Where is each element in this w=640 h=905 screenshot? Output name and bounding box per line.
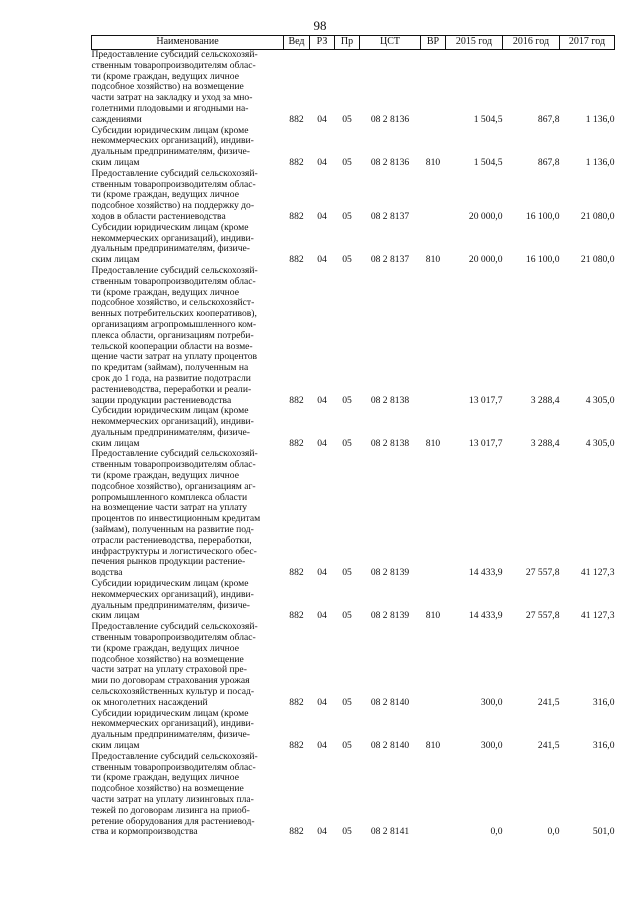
cell-vr <box>421 266 446 406</box>
name-line: ти (кроме граждан, ведущих личное <box>91 286 239 298</box>
cell-ved: 882 <box>289 437 304 449</box>
cell-vr <box>421 752 446 838</box>
cell-ved: 882 <box>289 567 304 579</box>
name-line: ским лицам <box>91 610 140 622</box>
name-line: Субсидии юридическим лицам (кроме <box>91 707 249 719</box>
name-line: подсобное хозяйство, и сельскохозяйст- <box>91 297 255 309</box>
cell-cst: 08 2 8141 <box>370 826 410 838</box>
cell-cst: 08 2 8140 <box>370 740 410 751</box>
name-line: ственным товаропроизводителям облас- <box>91 632 256 644</box>
name-line: подсобное хозяйство) на поддержку до- <box>91 200 255 212</box>
cell-2015: 20 000,0 <box>468 210 503 222</box>
name-line: некоммерческих организаций), индиви- <box>91 588 254 600</box>
header-vr: ВР <box>421 36 446 50</box>
header-pr: Пр <box>335 36 360 50</box>
cell-name <box>92 169 284 223</box>
name-line: зации продукции растениеводства <box>91 394 232 406</box>
name-line: ства и кормопроизводства <box>91 826 198 838</box>
cell-pr: 05 <box>342 254 352 266</box>
cell-name <box>92 579 284 622</box>
cell-2017: 41 127,3 <box>580 567 615 579</box>
cell-vr <box>421 449 446 579</box>
name-line: некоммерческих организаций), индиви- <box>91 232 254 244</box>
cell-2015: 14 433,9 <box>468 610 503 622</box>
cell-name <box>92 709 284 752</box>
cell-2015: 13 017,7 <box>468 394 503 406</box>
name-line: плекса области, организациям потреби- <box>91 329 254 341</box>
cell-cst: 08 2 8139 <box>370 610 410 622</box>
cell-2015: 0,0 <box>490 826 503 838</box>
name-line: по кредитам (займам), полученным на <box>91 362 249 374</box>
cell-2017: 4 305,0 <box>585 394 615 406</box>
cell-name <box>92 752 284 838</box>
table-row <box>92 622 615 708</box>
name-line: ти (кроме граждан, ведущих личное <box>91 470 239 482</box>
cell-cst: 08 2 8139 <box>370 567 410 579</box>
cell-2017: 316,0 <box>592 696 615 708</box>
cell-2017: 41 127,3 <box>580 610 615 622</box>
name-line: ским лицам <box>91 437 140 449</box>
name-line: дуальным предпринимателям, физиче- <box>91 729 250 741</box>
name-line: некоммерческих организаций), индиви- <box>91 135 254 147</box>
header-rz: РЗ <box>310 36 335 50</box>
cell-vr: 810 <box>425 740 441 751</box>
table-row <box>92 449 615 579</box>
cell-2015: 1 504,5 <box>473 113 503 125</box>
name-line: ти (кроме граждан, ведущих личное <box>91 70 239 82</box>
cell-name <box>92 50 284 126</box>
name-line: организациям агропромышленного ком- <box>91 318 257 330</box>
name-line: ропромышленного комплекса области <box>91 491 248 503</box>
name-line: тельской кооперации области на возме- <box>91 340 253 352</box>
cell-name <box>92 126 284 169</box>
cell-name <box>92 266 284 406</box>
cell-vr: 810 <box>425 437 441 449</box>
name-line: щение части затрат на уплату процентов <box>91 351 258 363</box>
cell-2016: 3 288,4 <box>530 437 560 449</box>
cell-2015: 14 433,9 <box>468 567 503 579</box>
name-line: Субсидии юридическим лицам (кроме <box>91 578 249 590</box>
budget-table <box>91 35 615 838</box>
name-line: мии по договорам страхования урожая <box>91 675 250 687</box>
cell-name <box>92 223 284 266</box>
cell-pr: 05 <box>342 156 352 168</box>
cell-2016: 241,5 <box>537 740 560 751</box>
cell-pr: 05 <box>342 740 352 751</box>
name-line: Предоставление субсидий сельскохозяй- <box>91 49 258 60</box>
cell-rz: 04 <box>317 696 327 708</box>
name-line: подсобное хозяйство) на возмещение <box>91 653 244 665</box>
name-line: (займам), полученным на развитие под- <box>91 524 254 536</box>
cell-pr: 05 <box>342 113 352 125</box>
cell-2015: 300,0 <box>480 696 503 708</box>
cell-cst: 08 2 8137 <box>370 254 410 266</box>
name-line: отрасли растениеводства, переработки, <box>91 534 252 546</box>
cell-2017: 316,0 <box>592 740 615 751</box>
name-line: инфраструктуры и логистического обес- <box>91 545 257 557</box>
cell-rz: 04 <box>317 740 327 751</box>
table-header-row <box>92 36 615 50</box>
header-ved: Вед <box>284 36 310 50</box>
cell-vr <box>421 622 446 708</box>
name-line: Предоставление субсидий сельскохозяй- <box>91 448 258 460</box>
name-line: некоммерческих организаций), индиви- <box>91 416 254 428</box>
cell-rz: 04 <box>317 437 327 449</box>
cell-ved: 882 <box>289 394 304 406</box>
cell-2015: 300,0 <box>480 740 503 751</box>
cell-ved: 882 <box>289 210 304 222</box>
table-row <box>92 709 615 752</box>
cell-rz: 04 <box>317 113 327 125</box>
cell-2015: 1 504,5 <box>473 156 503 168</box>
cell-vr <box>421 50 446 126</box>
cell-rz: 04 <box>317 567 327 579</box>
header-2016: 2016 год <box>503 36 560 50</box>
name-line: дуальным предпринимателям, физиче- <box>91 599 250 611</box>
cell-cst: 08 2 8140 <box>370 696 410 708</box>
cell-2015: 13 017,7 <box>468 437 503 449</box>
name-line: саждениями <box>91 113 142 125</box>
name-line: Субсидии юридическим лицам (кроме <box>91 405 249 417</box>
name-line: растениеводства, переработки и реали- <box>91 383 252 395</box>
cell-vr <box>421 169 446 223</box>
name-line: ок многолетних насаждений <box>91 696 208 708</box>
name-line: ственным товаропроизводителям облас- <box>91 761 256 773</box>
name-line: сельскохозяйственных культур и посад- <box>91 686 255 698</box>
name-line: дуальным предпринимателям, физиче- <box>91 146 250 158</box>
name-line: ственным товаропроизводителям облас- <box>91 59 256 71</box>
name-line: Предоставление субсидий сельскохозяй- <box>91 264 258 276</box>
name-line: ским лицам <box>91 740 140 751</box>
name-line: ственным товаропроизводителям облас- <box>91 459 256 471</box>
cell-cst: 08 2 8138 <box>370 437 410 449</box>
name-line: тежей по договорам лизинга на приоб- <box>91 804 250 816</box>
name-line: Предоставление субсидий сельскохозяй- <box>91 621 258 633</box>
name-line: ретение оборудования для растениевод- <box>91 815 255 827</box>
cell-ved: 882 <box>289 826 304 838</box>
cell-2016: 27 557,8 <box>525 567 560 579</box>
cell-2017: 21 080,0 <box>580 254 615 266</box>
cell-ved: 882 <box>289 156 304 168</box>
cell-rz: 04 <box>317 254 327 266</box>
cell-name <box>92 622 284 708</box>
cell-2016: 241,5 <box>537 696 560 708</box>
name-line: некоммерческих организаций), индиви- <box>91 718 254 730</box>
cell-2017: 21 080,0 <box>580 210 615 222</box>
table-row <box>92 169 615 223</box>
cell-2015: 20 000,0 <box>468 254 503 266</box>
cell-name <box>92 406 284 449</box>
table-row <box>92 579 615 622</box>
cell-2017: 1 136,0 <box>585 156 615 168</box>
cell-ved: 882 <box>289 254 304 266</box>
cell-cst: 08 2 8137 <box>370 210 410 222</box>
header-2015: 2015 год <box>446 36 503 50</box>
cell-rz: 04 <box>317 610 327 622</box>
cell-vr: 810 <box>425 610 441 622</box>
table-row <box>92 266 615 406</box>
cell-pr: 05 <box>342 567 352 579</box>
name-line: части затрат на уплату страховой пре- <box>91 664 247 676</box>
name-line: на возмещение части затрат на уплату <box>91 502 248 514</box>
cell-ved: 882 <box>289 113 304 125</box>
cell-rz: 04 <box>317 394 327 406</box>
table-row <box>92 126 615 169</box>
cell-rz: 04 <box>317 210 327 222</box>
cell-vr: 810 <box>425 156 441 168</box>
cell-rz: 04 <box>317 156 327 168</box>
cell-pr: 05 <box>342 610 352 622</box>
name-line: Предоставление субсидий сельскохозяй- <box>91 750 258 762</box>
cell-2016: 867,8 <box>537 113 560 125</box>
name-line: водства <box>91 567 123 579</box>
cell-2017: 4 305,0 <box>585 437 615 449</box>
name-line: части затрат на уплату лизинговых пла- <box>91 793 254 805</box>
cell-pr: 05 <box>342 826 352 838</box>
name-line: Субсидии юридическим лицам (кроме <box>91 221 249 233</box>
cell-2016: 16 100,0 <box>525 254 560 266</box>
name-line: голетними плодовыми и ягодными на- <box>91 102 249 114</box>
name-line: подсобное хозяйство) на возмещение <box>91 783 244 795</box>
cell-2016: 867,8 <box>537 156 560 168</box>
name-line: дуальным предпринимателям, физиче- <box>91 426 250 438</box>
name-line: печения рынков продукции растение- <box>91 556 246 568</box>
name-line: Субсидии юридическим лицам (кроме <box>91 124 249 136</box>
cell-vr: 810 <box>425 254 441 266</box>
cell-cst: 08 2 8138 <box>370 394 410 406</box>
name-line: ским лицам <box>91 156 140 168</box>
name-line: процентов по инвестиционным кредитам <box>91 513 261 525</box>
cell-name <box>92 449 284 579</box>
cell-2017: 501,0 <box>592 826 615 838</box>
name-line: ти (кроме граждан, ведущих личное <box>91 642 239 654</box>
table-row <box>92 223 615 266</box>
header-name: Наименование <box>92 36 284 50</box>
table-row <box>92 406 615 449</box>
name-line: подсобное хозяйство) на возмещение <box>91 81 244 93</box>
name-line: ти (кроме граждан, ведущих личное <box>91 772 239 784</box>
cell-ved: 882 <box>289 610 304 622</box>
name-line: ским лицам <box>91 254 140 266</box>
cell-2016: 27 557,8 <box>525 610 560 622</box>
cell-pr: 05 <box>342 437 352 449</box>
name-line: части затрат на закладку и уход за мно- <box>91 92 253 104</box>
header-cst: ЦСТ <box>360 36 421 50</box>
name-line: Предоставление субсидий сельскохозяй- <box>91 167 258 179</box>
name-line: ственным товаропроизводителям облас- <box>91 275 256 287</box>
table-body <box>92 50 615 839</box>
table-row <box>92 752 615 838</box>
cell-2016: 0,0 <box>547 826 560 838</box>
cell-pr: 05 <box>342 696 352 708</box>
name-line: срок до 1 года, на развитие подотрасли <box>91 372 251 384</box>
cell-ved: 882 <box>289 696 304 708</box>
table-row <box>92 50 615 126</box>
cell-pr: 05 <box>342 394 352 406</box>
cell-cst: 08 2 8136 <box>370 113 410 125</box>
cell-ved: 882 <box>289 740 304 751</box>
cell-pr: 05 <box>342 210 352 222</box>
name-line: ходов в области растениеводства <box>91 210 226 222</box>
name-line: ственным товаропроизводителям облас- <box>91 178 256 190</box>
header-2017: 2017 год <box>560 36 615 50</box>
page-number: 98 <box>313 18 327 33</box>
cell-2016: 16 100,0 <box>525 210 560 222</box>
cell-2017: 1 136,0 <box>585 113 615 125</box>
name-line: венных потребительских кооперативов), <box>91 308 257 320</box>
cell-rz: 04 <box>317 826 327 838</box>
name-line: дуальным предпринимателям, физиче- <box>91 243 250 255</box>
name-line: подсобное хозяйство), организациям аг- <box>91 480 256 492</box>
cell-2016: 3 288,4 <box>530 394 560 406</box>
name-line: ти (кроме граждан, ведущих личное <box>91 189 239 201</box>
cell-cst: 08 2 8136 <box>370 156 410 168</box>
